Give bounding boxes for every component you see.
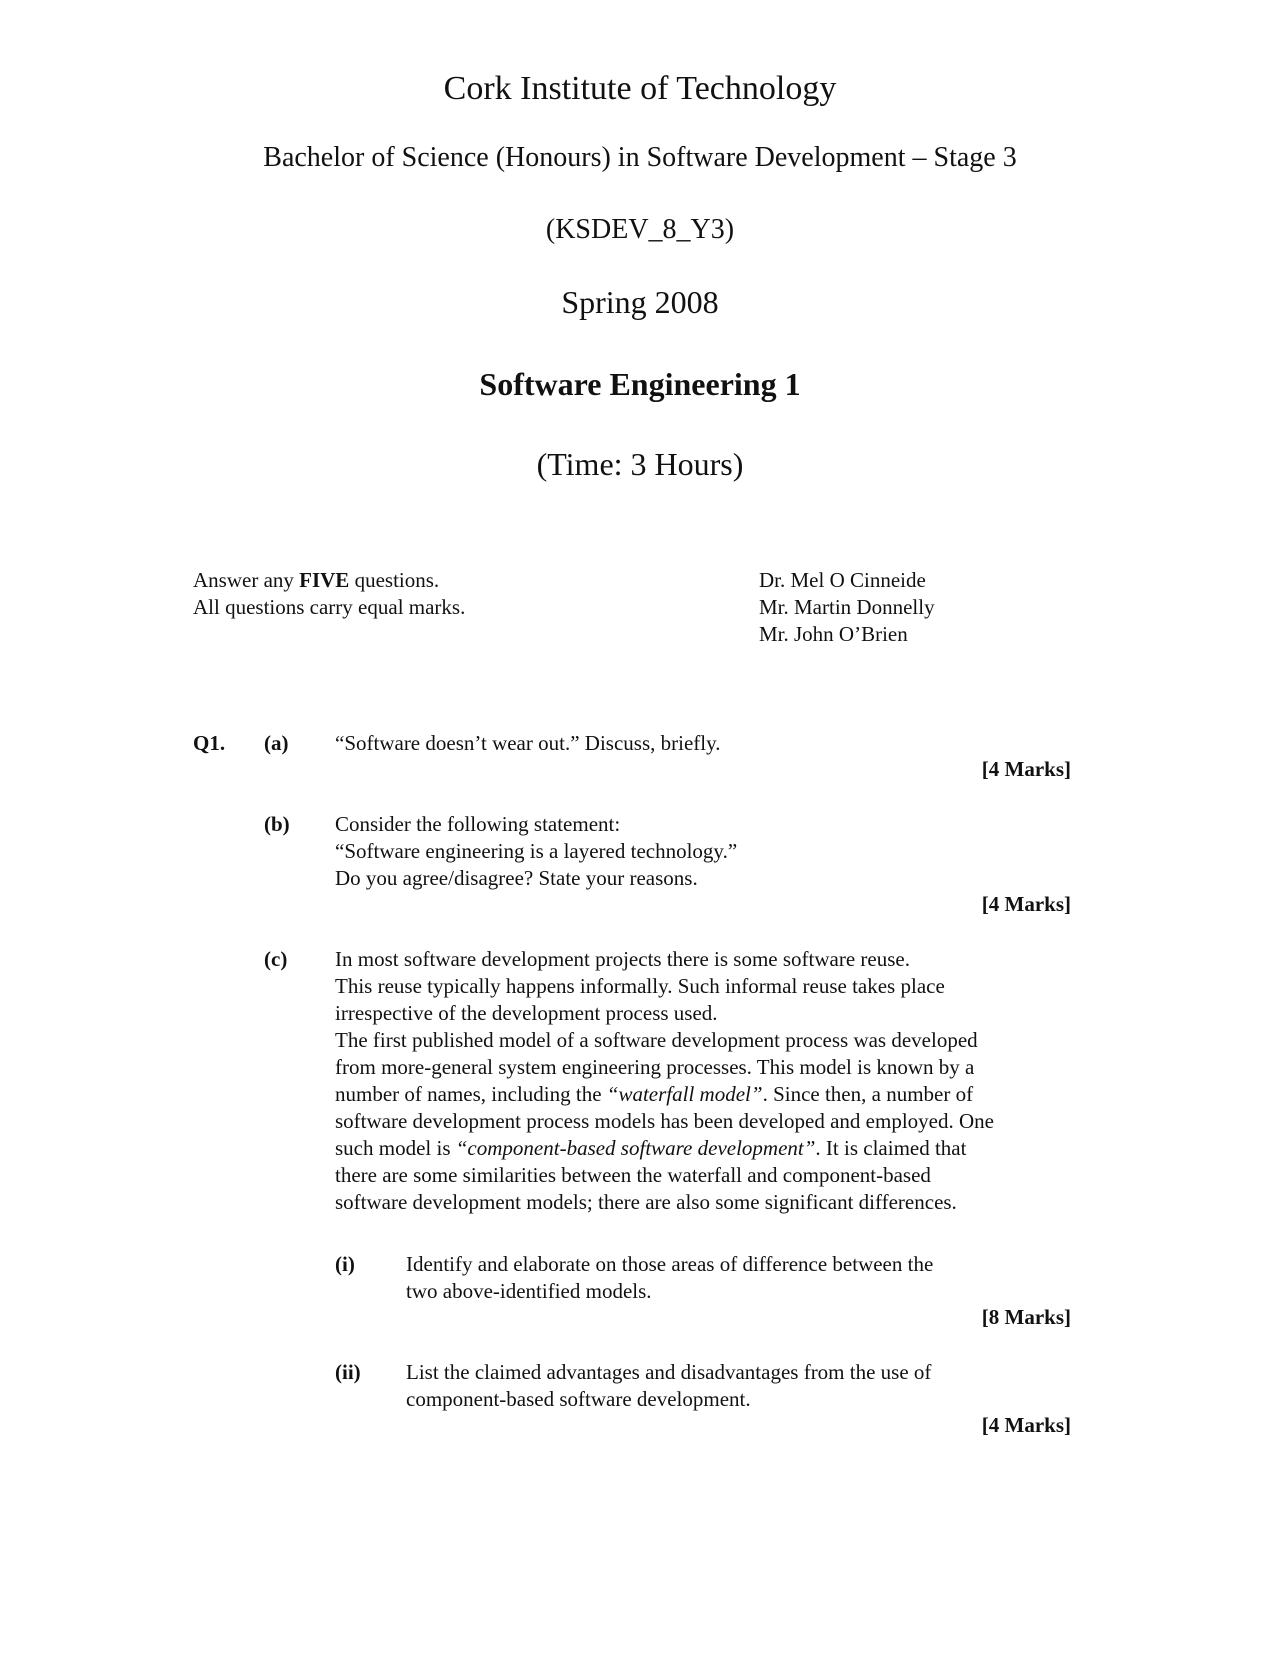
- question-number: Q1.: [193, 731, 226, 755]
- five-emphasis: FIVE: [299, 568, 350, 592]
- programme-code: (KSDEV_8_Y3): [545, 214, 735, 245]
- part-b-marks: [4 Marks]: [981, 892, 1071, 916]
- part-c-label: (c): [264, 947, 288, 971]
- part-c-ii-marks: [4 Marks]: [981, 1413, 1071, 1437]
- part-b-text: Consider the following statement: “Software engineering is a layered technology.” Do you agree/disagree? State your reasons.: [335, 812, 738, 890]
- module-title: Software Engineering 1: [479, 366, 801, 402]
- equal-marks-note: All questions carry equal marks.: [193, 595, 466, 619]
- part-c-i-marks: [8 Marks]: [981, 1305, 1071, 1329]
- programme-title: Bachelor of Science (Honours) in Software Development – Stage 3: [263, 142, 1017, 173]
- part-a-text: “Software doesn’t wear out.” Discuss, briefly.: [335, 731, 721, 755]
- part-c-i-label: (i): [335, 1252, 355, 1276]
- part-a-marks: [4 Marks]: [981, 757, 1071, 781]
- institute-title: Cork Institute of Technology: [443, 70, 837, 107]
- part-b-label: (b): [264, 812, 290, 836]
- instructions: [193, 567, 465, 621]
- component-based-term: “component-based software development”: [455, 1136, 816, 1160]
- part-c-ii-label: (ii): [335, 1360, 361, 1384]
- waterfall-model-term: “waterfall model”: [606, 1082, 763, 1106]
- part-c-i-text: Identify and elaborate on those areas of difference between the two above-identified models.: [406, 1252, 934, 1303]
- examiner-name: Dr. Mel O Cinneide: [759, 568, 926, 592]
- part-a-label: (a): [264, 731, 289, 755]
- examiner-name: Mr. Martin Donnelly: [759, 595, 935, 619]
- exam-session: Spring 2008: [561, 284, 719, 320]
- answer-instruction: Answer any FIVE questions.: [193, 568, 440, 592]
- part-c-ii-text: List the claimed advantages and disadvantages from the use of component-based software development.: [406, 1360, 932, 1411]
- examiner-name: Mr. John O’Brien: [759, 622, 908, 646]
- part-c-text: In most software development projects there is some software reuse. This reuse typically happens informally. Such informal reuse takes place irrespective of the development process used. The first published model of a software development process was developed from more-general system engineering processes. This model is known by a number of names, including the “waterfall model”. Since then, a number of software development process models has been developed and employed. One such model is “component-based software development”. It is claimed that there are some similarities between the waterfall and component-based software development models; there are also some significant differences.: [335, 947, 994, 1214]
- exam-duration: (Time: 3 Hours): [536, 446, 744, 482]
- examiner-list: [759, 567, 935, 648]
